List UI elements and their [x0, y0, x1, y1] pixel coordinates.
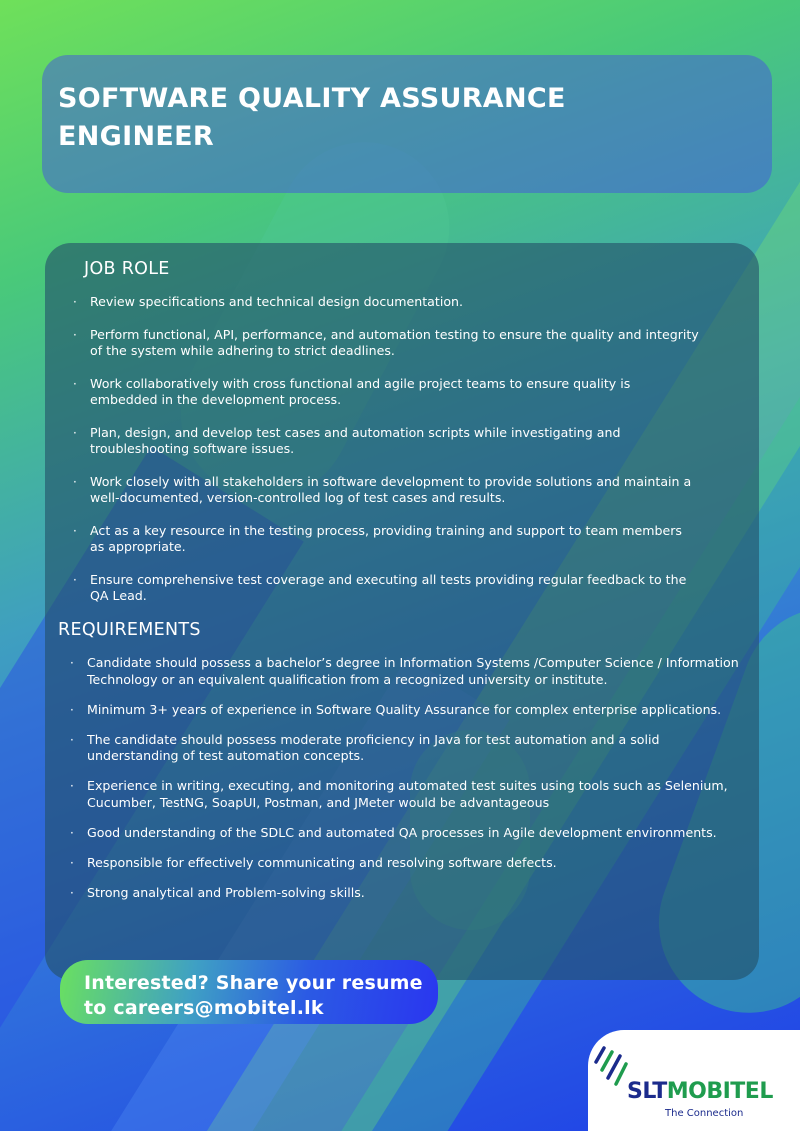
- bullet-icon: ·: [70, 779, 74, 793]
- list-item: · Strong analytical and Problem-solving skills.: [70, 884, 365, 900]
- list-item: · Good understanding of the SDLC and automated QA processes in Agile development environments.: [70, 824, 717, 840]
- list-item: · Responsible for effectively communicating and resolving software defects.: [70, 854, 557, 870]
- bullet-icon: ·: [73, 425, 77, 440]
- list-item: · Work closely with all stakeholders in software development to provide solutions and maintain a well-documented, version-controlled log of test cases and results.: [73, 473, 692, 505]
- list-item: · Plan, design, and develop test cases and automation scripts while investigating and troubleshooting software issues.: [73, 424, 621, 456]
- list-item: · Candidate should possess a bachelor’s degree in Information Systems /Computer Science / Information Technology or an equivalent qualification from a recognized university or institute.: [70, 655, 739, 687]
- list-item: · Experience in writing, executing, and monitoring automated test suites using tools such as Selenium, Cucumber, TestNG, SoapUI, Postman, and JMeter would be advantageous: [70, 778, 728, 810]
- bullet-icon: ·: [70, 656, 74, 670]
- requirements-heading: REQUIREMENTS: [58, 620, 201, 640]
- bullet-icon: ·: [73, 295, 77, 309]
- list-item: · Minimum 3+ years of experience in Software Quality Assurance for complex enterprise applications.: [70, 701, 722, 717]
- bullet-icon: ·: [70, 732, 74, 747]
- list-item: · Act as a key resource in the testing process, providing training and support to team members as appropriate.: [73, 522, 682, 554]
- list-item: · Work collaboratively with cross functional and agile project teams to ensure quality is embedded in the development process.: [73, 375, 631, 407]
- list-item: · Ensure comprehensive test coverage and executing all tests providing regular feedback to the QA Lead.: [73, 571, 687, 603]
- bullet-icon: ·: [70, 885, 74, 900]
- job-role-list: [73, 294, 700, 621]
- bullet-icon: ·: [70, 825, 74, 840]
- cta-text-line1: Interested? Share your resume: [84, 972, 423, 994]
- bullet-icon: ·: [73, 474, 77, 489]
- cta-email-link[interactable]: to careers@mobitel.lk: [84, 997, 324, 1019]
- bullet-icon: ·: [73, 572, 77, 587]
- list-item: · The candidate should possess moderate proficiency in Java for test automation and a solid understanding of test automation concepts.: [70, 731, 660, 763]
- job-role-heading: JOB ROLE: [84, 259, 170, 279]
- list-item: · Perform functional, API, performance, and automation testing to ensure the quality and integrity of the system while adhering to strict deadlines.: [73, 326, 699, 358]
- brand-part-mobitel: MOBITEL: [666, 1079, 773, 1104]
- bullet-icon: ·: [70, 702, 74, 717]
- page-title: SOFTWARE QUALITY ASSURANCE ENGINEER: [58, 83, 566, 152]
- brand-logo: [627, 1079, 773, 1104]
- bullet-icon: ·: [73, 523, 77, 538]
- brand-part-slt: SLT: [627, 1079, 667, 1104]
- requirements-list: [70, 655, 747, 915]
- brand-tagline: The Connection: [665, 1108, 744, 1119]
- bullet-icon: ·: [70, 855, 74, 870]
- list-item: · Review specifications and technical design documentation.: [73, 294, 464, 309]
- bullet-icon: ·: [73, 327, 77, 342]
- bullet-icon: ·: [73, 376, 77, 391]
